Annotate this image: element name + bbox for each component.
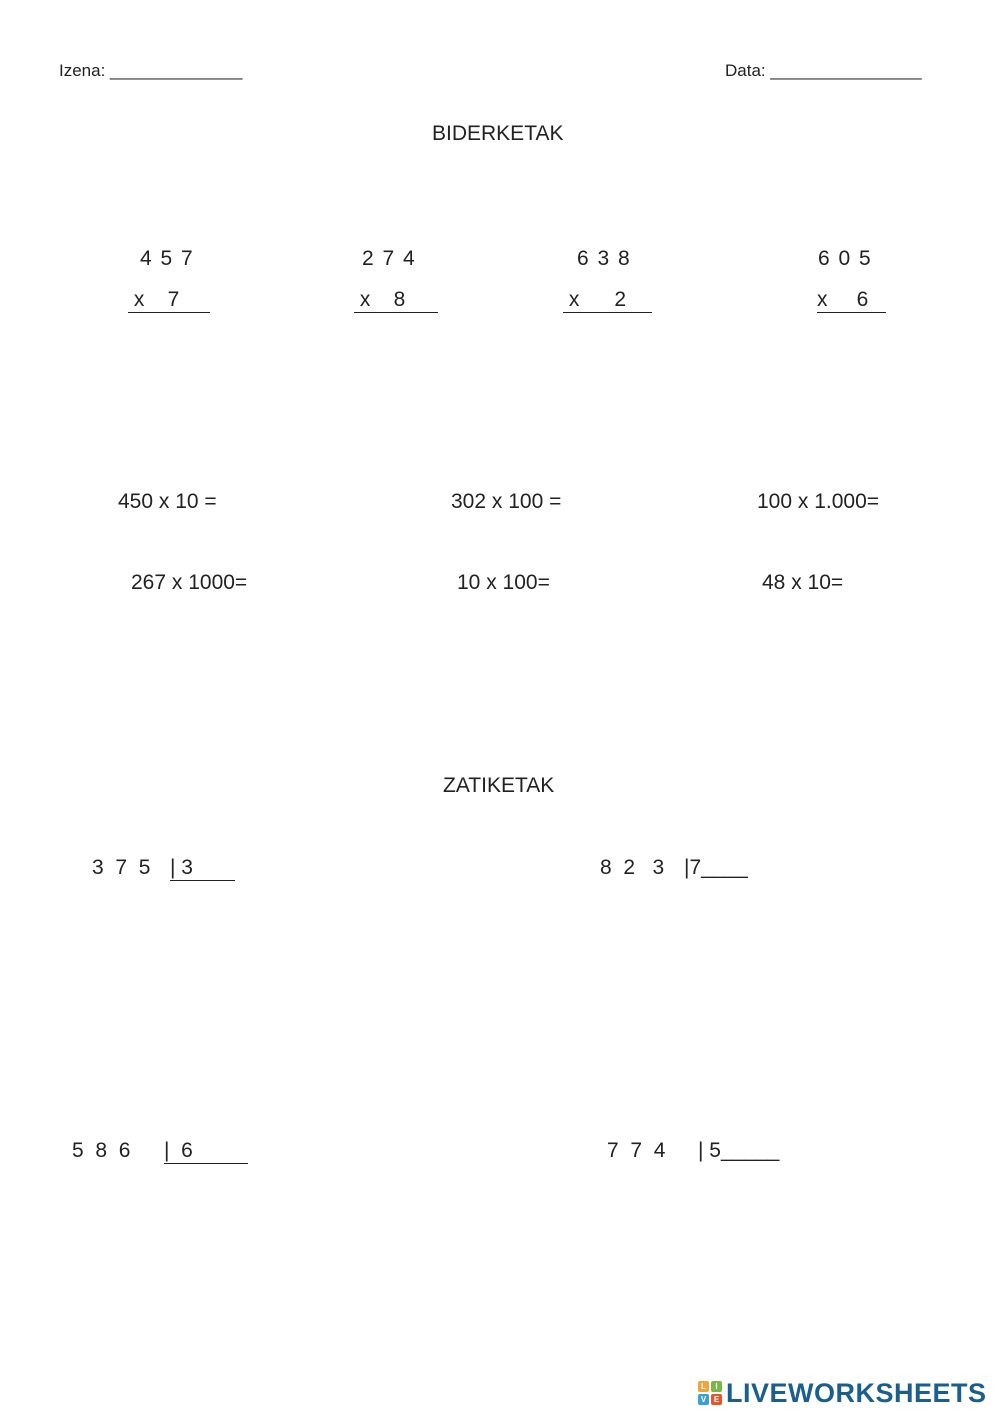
div-problem-2-divisor: |7____ [684, 856, 748, 879]
logo-square-i: I [711, 1381, 722, 1392]
mult-problem-1-bottom: x 7 [128, 288, 210, 313]
liveworksheets-brand-text: LIVEWORKSHEETS [726, 1377, 987, 1408]
equation-6: 48 x 10= [762, 571, 844, 594]
name-field-label: Izena: ______________ [59, 61, 243, 80]
div-problem-1-dividend: 3 7 5 [92, 856, 151, 879]
logo-square-e: E [711, 1394, 722, 1405]
mult-problem-1-top: 4 5 7 [140, 247, 193, 270]
div-problem-4-divisor: | 5_____ [698, 1139, 780, 1162]
logo-square-v: V [698, 1394, 709, 1405]
date-field-label: Data: ________________ [725, 61, 922, 80]
equation-5: 10 x 100= [457, 571, 550, 594]
equation-2: 302 x 100 = [451, 490, 562, 513]
div-problem-2-dividend: 8 2 3 [600, 856, 665, 879]
div-problem-4-dividend: 7 7 4 [607, 1139, 666, 1162]
liveworksheets-logo-icon [698, 1381, 722, 1405]
mult-problem-3-top: 6 3 8 [577, 247, 630, 270]
section-title-division: ZATIKETAK [443, 774, 555, 797]
div-problem-1-divisor: | 3 [170, 856, 235, 881]
div-problem-3-divisor: | 6 [164, 1139, 248, 1164]
equation-4: 267 x 1000= [131, 571, 248, 594]
mult-problem-2-bottom: x 8 [354, 288, 438, 313]
liveworksheets-logo [698, 1378, 987, 1408]
div-problem-3-dividend: 5 8 6 [72, 1139, 131, 1162]
section-title-multiplication: BIDERKETAK [432, 122, 564, 145]
mult-problem-4-top: 6 0 5 [818, 247, 871, 270]
mult-problem-4-bottom: x 6 [817, 288, 886, 313]
equation-1: 450 x 10 = [118, 490, 217, 513]
mult-problem-2-top: 2 7 4 [362, 247, 415, 270]
mult-problem-3-bottom: x 2 [563, 288, 652, 313]
equation-3: 100 x 1.000= [757, 490, 880, 513]
logo-square-l: L [698, 1381, 709, 1392]
